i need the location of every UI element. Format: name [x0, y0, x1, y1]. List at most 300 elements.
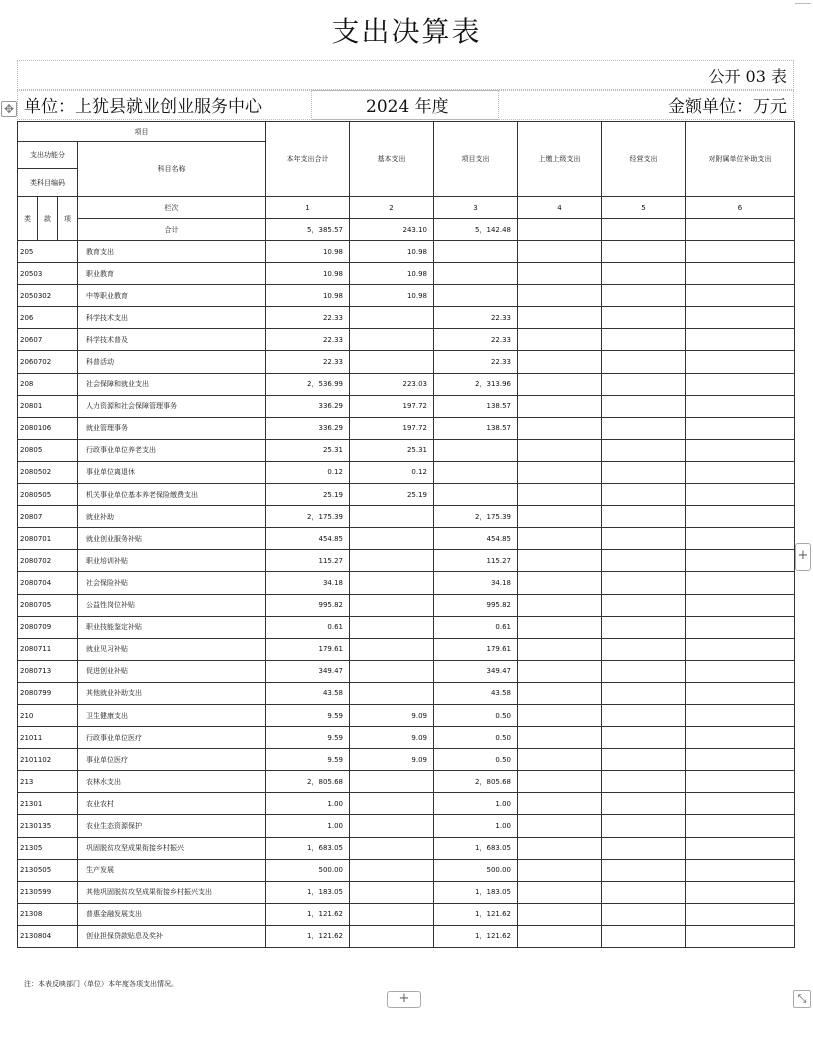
row-project: 138.57	[434, 395, 518, 417]
header-func-class	[18, 142, 78, 169]
row-total: 1.00	[266, 815, 350, 837]
row-project: 1，121.62	[434, 903, 518, 925]
row-project	[434, 461, 518, 483]
row-subsidy	[686, 749, 795, 771]
row-total: 349.47	[266, 660, 350, 682]
row-basic: 223.03	[350, 373, 434, 395]
col-header-project: 项目支出	[434, 122, 518, 197]
row-basic: 10.98	[350, 263, 434, 285]
row-operation	[602, 727, 686, 749]
row-subject-name: 促进创业补贴	[78, 660, 266, 682]
row-basic	[350, 638, 434, 660]
row-total: 1，683.05	[266, 837, 350, 859]
table-row	[18, 263, 795, 285]
row-code: 20801	[18, 395, 78, 417]
row-project: 0.50	[434, 749, 518, 771]
row-operation	[602, 616, 686, 638]
row-total: 179.61	[266, 638, 350, 660]
row-basic	[350, 837, 434, 859]
header-xiang: 项	[58, 197, 78, 241]
row-total: 0.61	[266, 616, 350, 638]
row-subsidy	[686, 373, 795, 395]
row-remit	[518, 704, 602, 726]
row-subject-name: 生产发展	[78, 859, 266, 881]
row-code: 2080106	[18, 417, 78, 439]
row-subsidy	[686, 815, 795, 837]
row-subsidy	[686, 461, 795, 483]
row-project: 2，805.68	[434, 771, 518, 793]
table-row	[18, 506, 795, 528]
row-remit	[518, 594, 602, 616]
table-row	[18, 461, 795, 483]
row-remit	[518, 484, 602, 506]
total-project: 5，142.48	[434, 219, 518, 241]
row-code: 2130804	[18, 925, 78, 947]
row-basic: 0.12	[350, 461, 434, 483]
row-operation	[602, 550, 686, 572]
table-row	[18, 837, 795, 859]
row-project: 115.27	[434, 550, 518, 572]
row-subsidy	[686, 572, 795, 594]
row-project: 1，183.05	[434, 881, 518, 903]
row-subsidy	[686, 550, 795, 572]
row-code: 2080701	[18, 528, 78, 550]
table-row	[18, 307, 795, 329]
table-row	[18, 594, 795, 616]
row-remit	[518, 682, 602, 704]
row-operation	[602, 439, 686, 461]
row-subsidy	[686, 439, 795, 461]
row-code: 2050302	[18, 285, 78, 307]
row-project: 1，683.05	[434, 837, 518, 859]
row-operation	[602, 638, 686, 660]
row-basic	[350, 771, 434, 793]
unit-label: 单位：上犹县就业创业服务中心	[24, 97, 262, 117]
row-project: 0.50	[434, 704, 518, 726]
row-project: 138.57	[434, 417, 518, 439]
col-num: 2	[350, 197, 434, 219]
page-title: 支出决算表	[331, 15, 482, 48]
table-row	[18, 638, 795, 660]
col-num: 3	[434, 197, 518, 219]
table-row	[18, 241, 795, 263]
table-row	[18, 395, 795, 417]
row-subject-name: 中等职业教育	[78, 285, 266, 307]
row-code: 2080502	[18, 461, 78, 483]
row-project: 995.82	[434, 594, 518, 616]
row-basic	[350, 329, 434, 351]
row-subsidy	[686, 307, 795, 329]
row-operation	[602, 881, 686, 903]
row-basic: 197.72	[350, 395, 434, 417]
row-code: 2060702	[18, 351, 78, 373]
row-total: 25.19	[266, 484, 350, 506]
row-operation	[602, 417, 686, 439]
row-basic: 9.09	[350, 704, 434, 726]
row-code: 2080709	[18, 616, 78, 638]
total-subsidy	[686, 219, 795, 241]
total-operation	[602, 219, 686, 241]
row-subject-name: 科普活动	[78, 351, 266, 373]
row-code: 210	[18, 704, 78, 726]
row-subject-name: 农业生态资源保护	[78, 815, 266, 837]
row-code: 2101102	[18, 749, 78, 771]
col-header-remit: 上缴上级支出	[518, 122, 602, 197]
row-code: 208	[18, 373, 78, 395]
row-code: 20503	[18, 263, 78, 285]
row-remit	[518, 925, 602, 947]
row-project: 500.00	[434, 859, 518, 881]
table-body	[18, 241, 795, 948]
row-basic: 9.09	[350, 727, 434, 749]
row-subject-name: 人力资源和社会保障管理事务	[78, 395, 266, 417]
row-subject-name: 职业培训补贴	[78, 550, 266, 572]
row-remit	[518, 727, 602, 749]
row-subsidy	[686, 925, 795, 947]
row-subject-name: 事业单位离退休	[78, 461, 266, 483]
row-subject-name: 职业教育	[78, 263, 266, 285]
row-code: 213	[18, 771, 78, 793]
row-subject-name: 科学技术支出	[78, 307, 266, 329]
row-subject-name: 事业单位医疗	[78, 749, 266, 771]
row-basic	[350, 506, 434, 528]
row-subsidy	[686, 484, 795, 506]
row-subsidy	[686, 881, 795, 903]
row-remit	[518, 241, 602, 263]
row-code: 2080705	[18, 594, 78, 616]
row-remit	[518, 903, 602, 925]
row-code: 2080704	[18, 572, 78, 594]
table-row	[18, 484, 795, 506]
row-total: 9.59	[266, 749, 350, 771]
row-operation	[602, 837, 686, 859]
row-subsidy	[686, 903, 795, 925]
row-project: 454.85	[434, 528, 518, 550]
row-code: 2130505	[18, 859, 78, 881]
row-operation	[602, 859, 686, 881]
row-project: 179.61	[434, 638, 518, 660]
row-remit	[518, 417, 602, 439]
row-code: 20807	[18, 506, 78, 528]
row-project: 2，175.39	[434, 506, 518, 528]
header-project: 项目	[18, 122, 266, 142]
row-total: 2，175.39	[266, 506, 350, 528]
row-total: 22.33	[266, 351, 350, 373]
row-basic	[350, 616, 434, 638]
row-remit	[518, 329, 602, 351]
row-operation	[602, 528, 686, 550]
row-operation	[602, 241, 686, 263]
row-subject-name: 行政事业单位养老支出	[78, 439, 266, 461]
row-total: 2，805.68	[266, 771, 350, 793]
row-project: 34.18	[434, 572, 518, 594]
row-total: 1，121.62	[266, 903, 350, 925]
resize-icon[interactable]: ⤡	[793, 990, 811, 1008]
row-operation	[602, 682, 686, 704]
row-subject-name: 科学技术普及	[78, 329, 266, 351]
row-code: 2080799	[18, 682, 78, 704]
table-row	[18, 285, 795, 307]
row-basic: 197.72	[350, 417, 434, 439]
row-remit	[518, 815, 602, 837]
row-project	[434, 263, 518, 285]
row-total: 115.27	[266, 550, 350, 572]
row-basic	[350, 528, 434, 550]
expenditure-table	[17, 121, 795, 948]
table-row	[18, 682, 795, 704]
row-basic: 10.98	[350, 285, 434, 307]
col-header-total: 本年支出合计	[266, 122, 350, 197]
row-total: 995.82	[266, 594, 350, 616]
row-subsidy	[686, 329, 795, 351]
col-num: 4	[518, 197, 602, 219]
row-project: 349.47	[434, 660, 518, 682]
row-project: 22.33	[434, 329, 518, 351]
table-row	[18, 417, 795, 439]
row-remit	[518, 572, 602, 594]
row-remit	[518, 461, 602, 483]
row-subject-name: 机关事业单位基本养老保险缴费支出	[78, 484, 266, 506]
row-subsidy	[686, 417, 795, 439]
row-subsidy	[686, 837, 795, 859]
row-subject-name: 农业农村	[78, 793, 266, 815]
row-subject-name: 其他就业补助支出	[78, 682, 266, 704]
table-row	[18, 793, 795, 815]
row-project	[434, 285, 518, 307]
row-code: 21308	[18, 903, 78, 925]
row-remit	[518, 439, 602, 461]
row-remit	[518, 771, 602, 793]
row-total: 454.85	[266, 528, 350, 550]
row-subsidy	[686, 506, 795, 528]
row-subject-name: 就业见习补贴	[78, 638, 266, 660]
row-project	[434, 241, 518, 263]
row-remit	[518, 506, 602, 528]
row-project	[434, 484, 518, 506]
table-row	[18, 660, 795, 682]
table-row	[18, 528, 795, 550]
row-code: 2130135	[18, 815, 78, 837]
row-code: 2080505	[18, 484, 78, 506]
add-row-plus-icon[interactable]: +	[387, 991, 421, 1008]
row-total: 22.33	[266, 329, 350, 351]
table-row	[18, 925, 795, 947]
row-remit	[518, 859, 602, 881]
row-basic	[350, 793, 434, 815]
row-basic	[350, 594, 434, 616]
table-row	[18, 903, 795, 925]
row-subject-name: 就业管理事务	[78, 417, 266, 439]
row-total: 22.33	[266, 307, 350, 329]
row-project: 2，313.96	[434, 373, 518, 395]
col-header-subsidy: 对附属单位补助支出	[686, 122, 795, 197]
row-basic	[350, 307, 434, 329]
table-row	[18, 572, 795, 594]
row-total: 1，183.05	[266, 881, 350, 903]
row-subsidy	[686, 771, 795, 793]
row-code: 2080702	[18, 550, 78, 572]
total-sum: 5，385.57	[266, 219, 350, 241]
table-row	[18, 373, 795, 395]
row-remit	[518, 373, 602, 395]
total-label: 合计	[78, 219, 266, 241]
row-operation	[602, 351, 686, 373]
row-operation	[602, 903, 686, 925]
row-subsidy	[686, 263, 795, 285]
row-total: 336.29	[266, 395, 350, 417]
row-code: 20805	[18, 439, 78, 461]
row-total: 25.31	[266, 439, 350, 461]
header-kuan: 款	[38, 197, 58, 241]
row-operation	[602, 925, 686, 947]
row-subject-name: 就业创业服务补贴	[78, 528, 266, 550]
row-basic	[350, 903, 434, 925]
row-subject-name: 行政事业单位医疗	[78, 727, 266, 749]
table-row	[18, 859, 795, 881]
row-operation	[602, 395, 686, 417]
table-row	[18, 704, 795, 726]
row-remit	[518, 263, 602, 285]
add-column-plus-icon[interactable]: +	[795, 543, 811, 571]
row-subject-name: 社会保障和就业支出	[78, 373, 266, 395]
row-subject-name: 就业补助	[78, 506, 266, 528]
row-subsidy	[686, 528, 795, 550]
row-remit	[518, 528, 602, 550]
row-project: 22.33	[434, 307, 518, 329]
row-subject-name: 巩固脱贫攻坚成果衔接乡村振兴	[78, 837, 266, 859]
row-basic: 9.09	[350, 749, 434, 771]
header-func-class-2: 类科目编码	[18, 169, 78, 197]
table-row	[18, 881, 795, 903]
row-subsidy	[686, 660, 795, 682]
row-project: 0.50	[434, 727, 518, 749]
row-code: 205	[18, 241, 78, 263]
row-basic: 10.98	[350, 241, 434, 263]
footnote: 注：本表反映部门（单位）本年度各项支出情况。	[24, 980, 178, 988]
row-subject-name: 创业担保贷款贴息及奖补	[78, 925, 266, 947]
row-remit	[518, 881, 602, 903]
row-basic	[350, 572, 434, 594]
row-subsidy	[686, 638, 795, 660]
form-number: 公开 03 表	[708, 67, 787, 86]
row-total: 336.29	[266, 417, 350, 439]
row-remit	[518, 638, 602, 660]
row-code: 21011	[18, 727, 78, 749]
row-operation	[602, 263, 686, 285]
row-remit	[518, 351, 602, 373]
row-subsidy	[686, 793, 795, 815]
table-row	[18, 550, 795, 572]
row-total: 1.00	[266, 793, 350, 815]
row-total: 34.18	[266, 572, 350, 594]
year-label: 2024 年度	[366, 97, 449, 117]
row-project: 22.33	[434, 351, 518, 373]
row-subject-name: 公益性岗位补贴	[78, 594, 266, 616]
row-total: 9.59	[266, 704, 350, 726]
row-subject-name: 职业技能鉴定补贴	[78, 616, 266, 638]
col-num: 5	[602, 197, 686, 219]
row-remit	[518, 793, 602, 815]
row-operation	[602, 572, 686, 594]
col-num: 6	[686, 197, 795, 219]
table-row	[18, 749, 795, 771]
table-row	[18, 815, 795, 837]
row-project: 1，121.62	[434, 925, 518, 947]
row-subsidy	[686, 682, 795, 704]
row-basic	[350, 815, 434, 837]
row-subsidy	[686, 616, 795, 638]
row-operation	[602, 771, 686, 793]
row-total: 2，536.99	[266, 373, 350, 395]
row-operation	[602, 660, 686, 682]
row-code: 206	[18, 307, 78, 329]
header-subject-name: 科目名称	[78, 142, 266, 197]
col-header-operation: 经营支出	[602, 122, 686, 197]
row-subsidy	[686, 704, 795, 726]
row-subject-name: 卫生健康支出	[78, 704, 266, 726]
row-total: 500.00	[266, 859, 350, 881]
row-remit	[518, 550, 602, 572]
row-subject-name: 教育支出	[78, 241, 266, 263]
header-lei: 类	[18, 197, 38, 241]
row-operation	[602, 484, 686, 506]
row-basic	[350, 925, 434, 947]
row-remit	[518, 616, 602, 638]
row-total: 10.98	[266, 285, 350, 307]
row-operation	[602, 793, 686, 815]
table-row	[18, 329, 795, 351]
row-subsidy	[686, 285, 795, 307]
row-operation	[602, 749, 686, 771]
row-operation	[602, 329, 686, 351]
row-total: 1，121.62	[266, 925, 350, 947]
row-code: 20607	[18, 329, 78, 351]
row-code: 21301	[18, 793, 78, 815]
row-total: 0.12	[266, 461, 350, 483]
row-basic: 25.19	[350, 484, 434, 506]
row-basic	[350, 550, 434, 572]
header-func-class-line1: 支出功能分	[30, 151, 65, 159]
row-subsidy	[686, 727, 795, 749]
row-subsidy	[686, 859, 795, 881]
row-subject-name: 社会保险补贴	[78, 572, 266, 594]
row-operation	[602, 594, 686, 616]
header-line-label: 栏次	[78, 197, 266, 219]
row-project: 0.61	[434, 616, 518, 638]
row-subsidy	[686, 395, 795, 417]
row-operation	[602, 373, 686, 395]
row-project: 43.58	[434, 682, 518, 704]
row-project: 1.00	[434, 793, 518, 815]
table-row	[18, 727, 795, 749]
row-operation	[602, 815, 686, 837]
total-basic: 243.10	[350, 219, 434, 241]
row-subsidy	[686, 241, 795, 263]
row-basic	[350, 881, 434, 903]
row-subject-name: 其他巩固脱贫攻坚成果衔接乡村振兴支出	[78, 881, 266, 903]
move-handle-icon[interactable]: ✥	[1, 101, 17, 117]
row-operation	[602, 461, 686, 483]
row-operation	[602, 704, 686, 726]
row-code: 21305	[18, 837, 78, 859]
row-basic	[350, 351, 434, 373]
table-row	[18, 351, 795, 373]
row-code: 2130599	[18, 881, 78, 903]
row-remit	[518, 749, 602, 771]
row-total: 43.58	[266, 682, 350, 704]
row-remit	[518, 660, 602, 682]
total-remit	[518, 219, 602, 241]
